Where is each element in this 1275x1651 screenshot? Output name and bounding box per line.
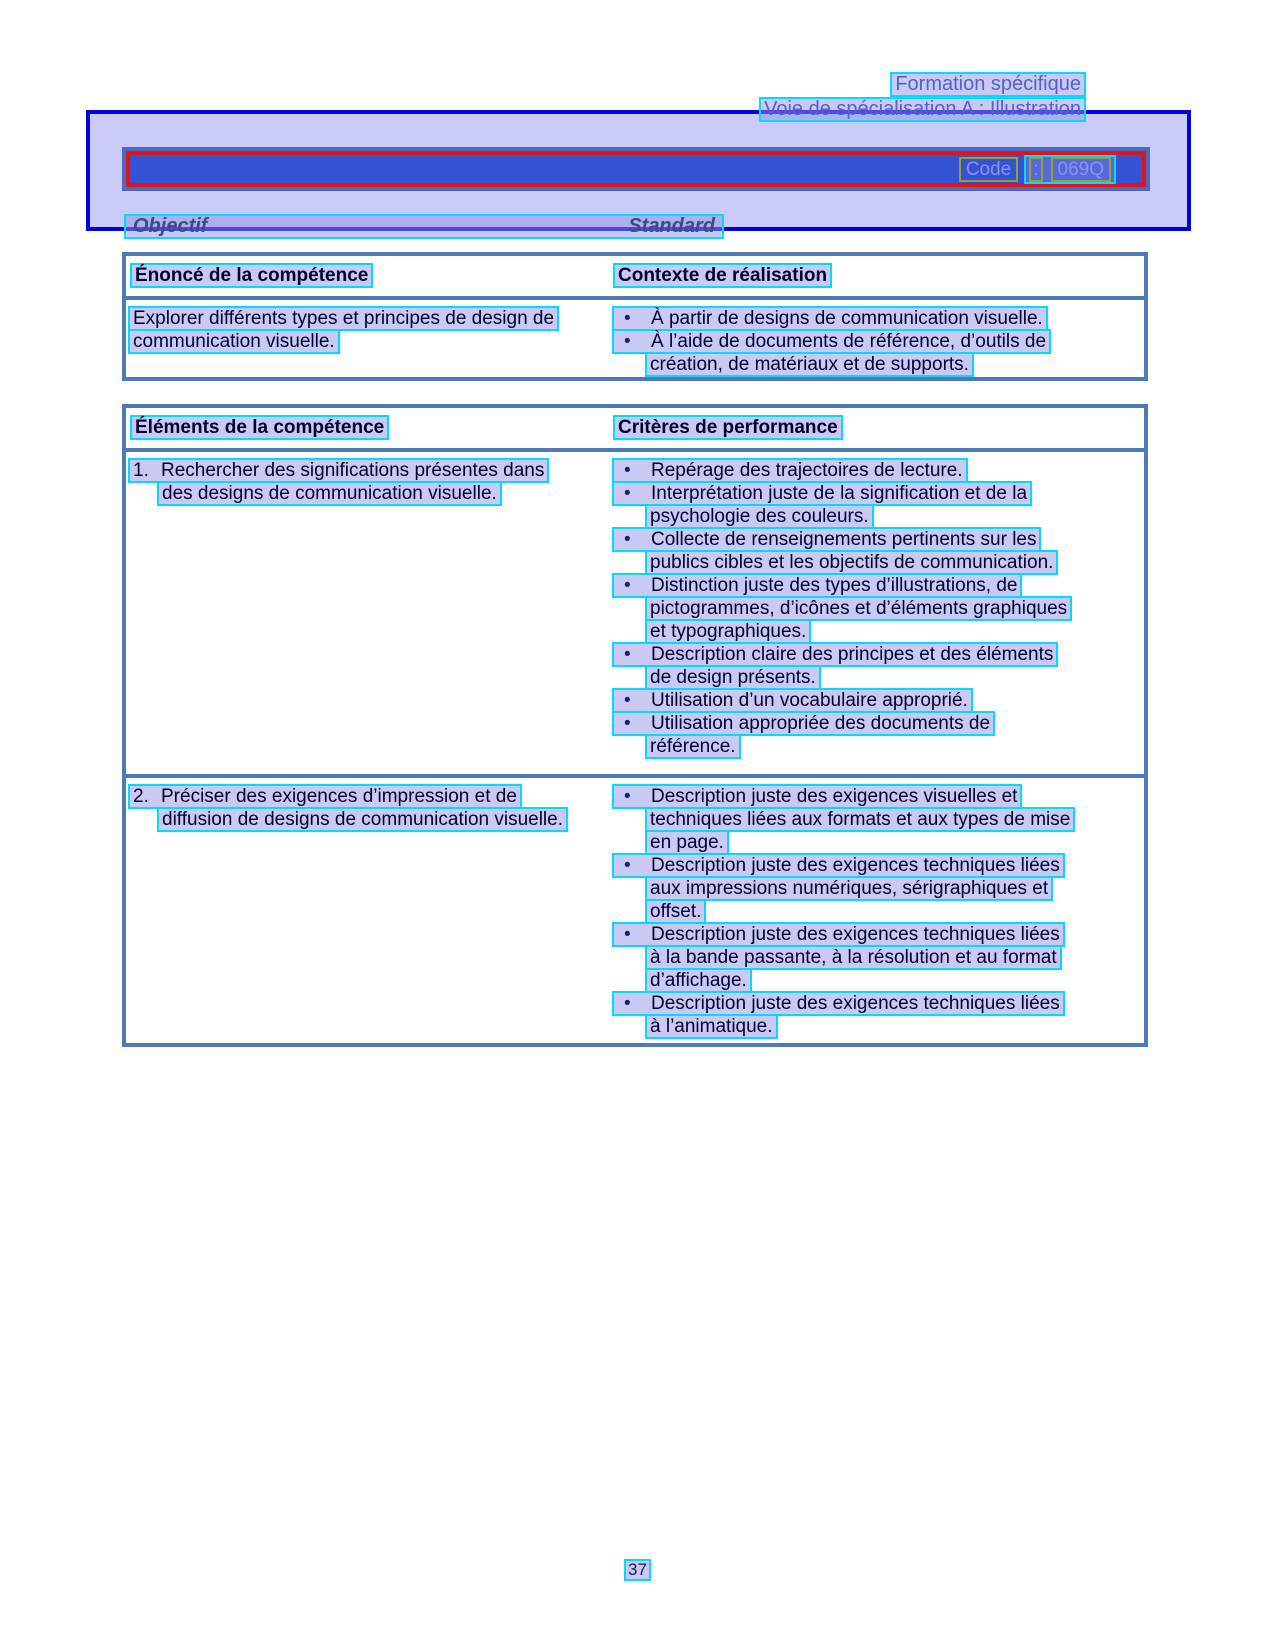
standard-label: Standard: [628, 215, 715, 237]
bullet-icon: •: [624, 644, 631, 665]
header-line-1-text: Formation spécifique: [890, 72, 1086, 97]
criteria-line: • Description juste des exigences techniques liées: [612, 991, 1075, 1014]
criteria-line: d’affichage.: [645, 968, 1075, 991]
objectif-label: Objectif: [133, 215, 208, 237]
criteria-line: de design présents.: [645, 665, 1072, 688]
criteria-line: aux impressions numériques, sérigraphiques et: [645, 876, 1075, 899]
bullet-icon: •: [624, 575, 631, 596]
table1-right-cell: [612, 306, 1051, 375]
criteria-line: • Description juste des exigences visuelles et: [612, 784, 1075, 807]
criteria-line: techniques liées aux formats et aux types de mise: [645, 807, 1075, 830]
context-line: • À l’aide de documents de référence, d’outils de: [612, 329, 1051, 352]
table2-header-row: [126, 408, 1144, 452]
bullet-icon: •: [624, 855, 631, 876]
criteria-line: • Description juste des exigences techniques liées: [612, 853, 1075, 876]
criteria-line: référence.: [645, 734, 1072, 757]
element-1-cell: [128, 458, 549, 504]
code-bar: [122, 147, 1150, 191]
criteria-line: à la bande passante, à la résolution et au format: [645, 945, 1075, 968]
statement-line: Explorer différents types et principes de design de: [128, 306, 559, 329]
bullet-icon: •: [624, 993, 631, 1014]
element-2-cell: [128, 784, 568, 830]
element-row-1: [126, 452, 1144, 778]
criteria-line: • Description juste des exigences techniques liées: [612, 922, 1075, 945]
bullet-icon: •: [624, 786, 631, 807]
criteria-line: en page.: [645, 830, 1075, 853]
criteria-line: pictogrammes, d’icônes et d’éléments graphiques: [645, 596, 1072, 619]
criteria-line: • Description claire des principes et des éléments: [612, 642, 1072, 665]
competence-statement-table: [122, 252, 1148, 381]
bullet-icon: •: [624, 924, 631, 945]
criteria-line: psychologie des couleurs.: [645, 504, 1072, 527]
criteria-line: et typographiques.: [645, 619, 1072, 642]
bullet-icon: •: [624, 529, 631, 550]
objective-standard-panel: [86, 110, 1191, 237]
element-line: 1. Rechercher des significations présentes dans: [128, 458, 549, 481]
element-line: 2. Préciser des exigences d’impression et de: [128, 784, 568, 807]
header-line-2-text: Voie de spécialisation A : Illustration: [759, 97, 1086, 122]
bullet-icon: •: [624, 713, 631, 734]
code-label: Code: [959, 157, 1018, 182]
element-row-2: [126, 778, 1144, 1047]
code-value-group: [1024, 155, 1116, 184]
criteria-line: à l’animatique.: [645, 1014, 1075, 1037]
criteria-line: • Interprétation juste de la signification et de la: [612, 481, 1072, 504]
page-header: [759, 72, 1086, 122]
objectif-standard-row: [124, 214, 724, 239]
element-line: des designs de communication visuelle.: [157, 481, 549, 504]
header-line-2: [759, 97, 1086, 122]
criteria-line: • Utilisation appropriée des documents de: [612, 711, 1072, 734]
bullet-icon: •: [624, 460, 631, 481]
page-number: [0, 1559, 1275, 1581]
element-number: 2.: [133, 786, 149, 807]
element-line: diffusion de designs de communication visuelle.: [157, 807, 568, 830]
bullet-icon: •: [624, 331, 631, 352]
criteria-2-cell: [612, 784, 1075, 1037]
code-separator: :: [1029, 157, 1042, 182]
bullet-icon: •: [624, 690, 631, 711]
criteria-line: • Collecte de renseignements pertinents sur les: [612, 527, 1072, 550]
criteria-line: • Distinction juste des types d’illustrations, de: [612, 573, 1072, 596]
code-bar-inner: [126, 151, 1146, 187]
table1-header-right: Contexte de réalisation: [613, 263, 832, 288]
table2-header-left: Éléments de la compétence: [130, 415, 389, 440]
bullet-icon: •: [624, 308, 631, 329]
criteria-line: • Repérage des trajectoires de lecture.: [612, 458, 1072, 481]
table2-header-right: Critères de performance: [613, 415, 843, 440]
competence-elements-table: [122, 404, 1148, 1047]
table1-body-row: [126, 300, 1144, 381]
table1-header-left: Énoncé de la compétence: [130, 263, 373, 288]
table1-left-cell: [128, 306, 559, 352]
code-value: 069Q: [1051, 157, 1111, 182]
page-number-text: 37: [624, 1559, 651, 1581]
criteria-line: • Utilisation d’un vocabulaire approprié.: [612, 688, 1072, 711]
criteria-1-cell: [612, 458, 1072, 757]
statement-line: communication visuelle.: [128, 329, 559, 352]
context-line: • À partir de designs de communication visuelle.: [612, 306, 1051, 329]
header-line-1: [759, 72, 1086, 97]
table1-header-row: [126, 256, 1144, 300]
criteria-line: offset.: [645, 899, 1075, 922]
criteria-line: publics cibles et les objectifs de communication.: [645, 550, 1072, 573]
bullet-icon: •: [624, 483, 631, 504]
context-line: création, de matériaux et de supports.: [645, 352, 1051, 375]
element-number: 1.: [133, 460, 149, 481]
